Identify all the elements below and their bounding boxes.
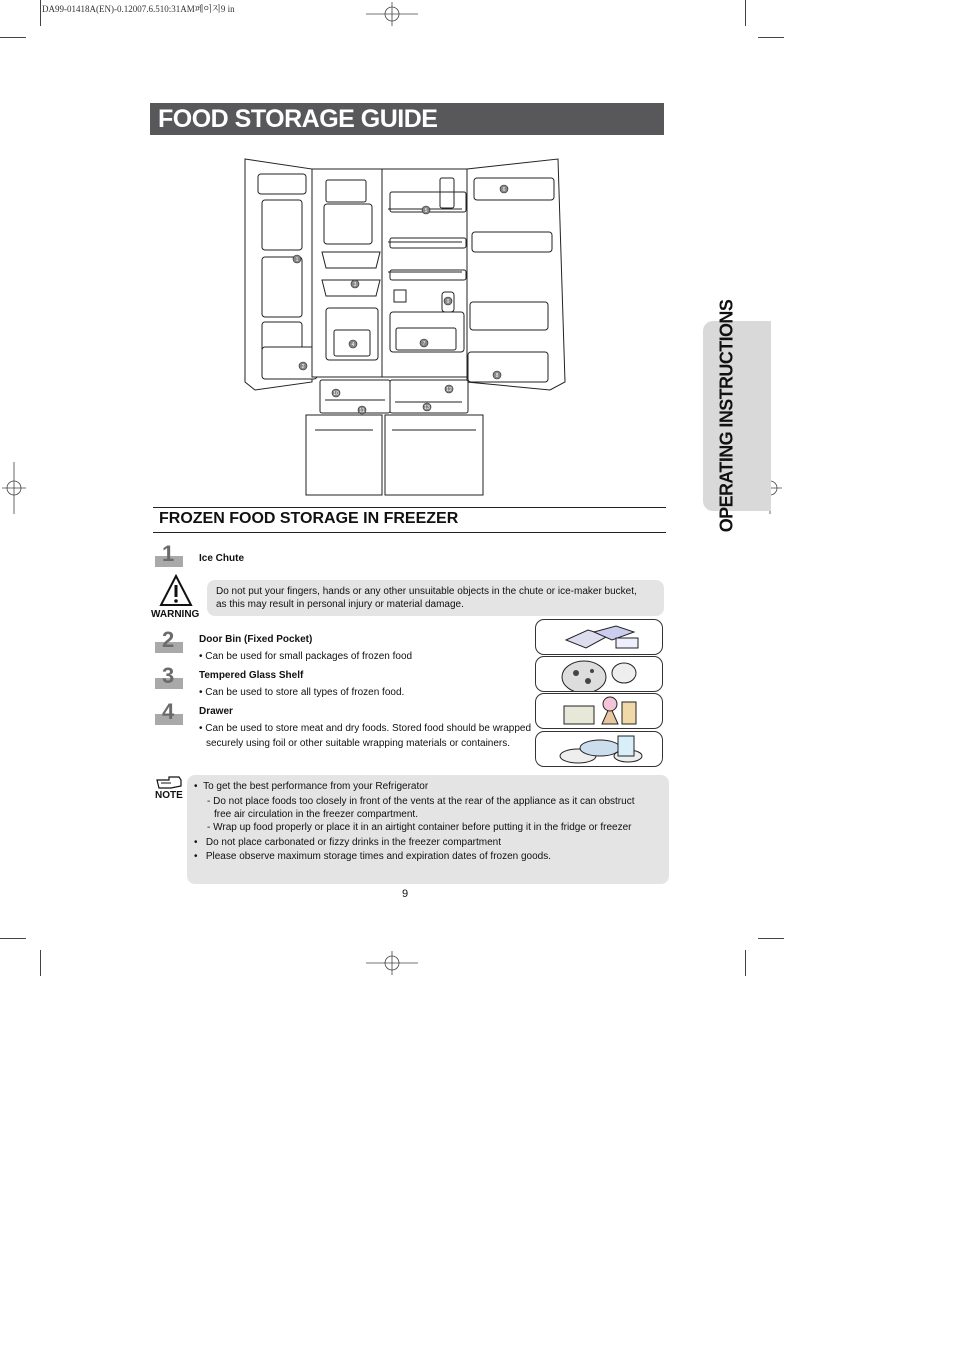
callout-number: 2: [301, 364, 305, 370]
note-bullet: • Do not place carbonated or fizzy drinks in the freezer compartment: [194, 837, 501, 848]
callout-number: 10: [333, 391, 339, 397]
item-3-bullet-text: Can be used to store all types of frozen food.: [205, 687, 405, 698]
note-line-text: To get the best performance from your Refrigerator: [203, 781, 429, 792]
item-2-number: 2: [162, 627, 175, 652]
item-2-bullet: • Can be used for small packages of frozen food: [199, 651, 413, 662]
registration-mark-top: [366, 2, 418, 26]
section-rule-top: [153, 507, 666, 508]
item-1-label: Ice Chute: [199, 553, 245, 564]
callout-number: 3: [353, 282, 357, 288]
refrigerator-illustration: [240, 152, 570, 502]
item-4-label: Drawer: [199, 706, 233, 717]
note-label: NOTE: [155, 790, 183, 801]
item-3-label: Tempered Glass Shelf: [199, 670, 304, 681]
note-line-text: Do not place carbonated or fizzy drinks in the freezer compartment: [205, 837, 501, 848]
page-title: FOOD STORAGE GUIDE: [158, 105, 438, 133]
registration-mark-bottom: [366, 951, 418, 975]
side-tab-label-wrap: [703, 299, 751, 533]
frozen-meal-icon: [535, 731, 663, 767]
callout-number: 13: [424, 405, 430, 411]
callout-number: 12: [446, 387, 452, 393]
warning-line: as this may result in personal injury or material damage.: [216, 599, 464, 610]
pizza-icon: [535, 656, 663, 692]
warning-label: WARNING: [151, 609, 200, 620]
item-4-badge: [155, 699, 183, 726]
note-line-text: Do not place foods too closely in front of the vents at the rear of the appliance as it can obstruct: [213, 796, 635, 807]
item-2-label: Door Bin (Fixed Pocket): [199, 634, 313, 645]
section-rule-bottom: [153, 532, 666, 533]
note-line-text: Wrap up food properly or place it in an airtight container before putting it in the fridge or freezer: [213, 822, 632, 833]
page-number: 9: [402, 888, 409, 900]
note-bullet: • Please observe maximum storage times and expiration dates of frozen goods.: [194, 851, 552, 862]
callout-number: 4: [351, 342, 355, 348]
registration-mark-left: [2, 462, 26, 514]
callout-number: 11: [359, 408, 365, 414]
item-2-bullet-text: Can be used for small packages of frozen food: [205, 651, 413, 662]
item-1-number: 1: [162, 541, 175, 566]
callout-number: 8: [495, 373, 499, 379]
item-4-bullet: • Can be used to store meat and dry foods. Stored food should be wrapped: [199, 723, 532, 734]
callout-number: 9: [446, 299, 450, 305]
frozen-packages-icon: [535, 619, 663, 655]
section-title: FROZEN FOOD STORAGE IN FREEZER: [159, 510, 459, 527]
warning-line: Do not put your fingers, hands or any other unsuitable objects in the chute or ice-maker bucket,: [216, 586, 637, 597]
item-3-bullet: • Can be used to store all types of frozen food.: [199, 687, 405, 698]
note-bullet: • To get the best performance from your Refrigerator: [194, 781, 429, 792]
callout-number: 6: [502, 187, 506, 193]
callout-number: 7: [422, 341, 426, 347]
item-2-badge: [155, 627, 183, 654]
print-header: DA99-01418A(EN)-0.12007.6.510:31AM페이지9 in: [42, 4, 235, 14]
note-subbullet: - Wrap up food properly or place it in an airtight container before putting it in the fridge or freezer: [207, 822, 632, 833]
item-4-number: 4: [162, 699, 175, 724]
item-3-number: 3: [162, 663, 175, 688]
callout-number: 5: [424, 208, 428, 214]
note-line-text: Please observe maximum storage times and expiration dates of frozen goods.: [205, 851, 552, 862]
callout-number: 1: [295, 257, 299, 263]
item-3-badge: [155, 663, 183, 690]
ice-cream-icon: [535, 693, 663, 729]
note-line-continued: free air circulation in the freezer compartment.: [214, 809, 418, 820]
item-4-bullet-continued: securely using foil or other suitable wrapping materials or containers.: [206, 738, 511, 749]
warning-icon: [159, 574, 193, 613]
item-1-badge: [155, 541, 183, 568]
side-tab-label: OPERATING INSTRUCTIONS: [716, 299, 737, 533]
note-subbullet: - Do not place foods too closely in front of the vents at the rear of the appliance as it can obstruct: [207, 796, 635, 807]
warning-text: [216, 585, 656, 611]
item-4-bullet-text: Can be used to store meat and dry foods. Stored food should be wrapped: [205, 723, 532, 734]
